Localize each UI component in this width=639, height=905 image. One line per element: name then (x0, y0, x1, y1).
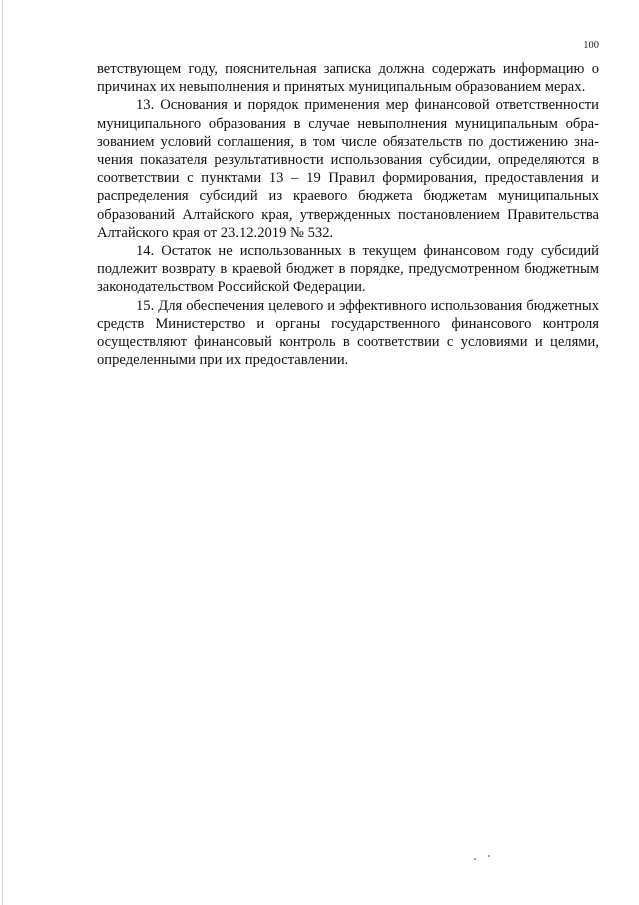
paragraph-item-14: 14. Остаток не использованных в текущем финансовом году субсидий подлежит возврату в краевой бюджет в порядке, предусмотренном бюджетным законодательством Российской Федерации. (97, 243, 599, 296)
paragraph-continuation: ветствующем году, пояснительная записка должна содержать информацию о причинах их невыполнения и принятых муниципальным образованием мерах. (97, 61, 599, 96)
scan-speck (488, 855, 490, 857)
paragraph-item-13: 13. Основания и порядок применения мер финансовой ответственности муниципального образования в случае невыполнения муниципальным образованием условий соглашения, в том числе обязательств по достижению значения показателя результативности использования субсидии, определяются в соответствии с пунктами 13 – 19 Правил формирования, предоставления и распределения субсидий из краевого бюджета бюджетам муниципальных образований Алтайского края, утвержденных постановлением Правительства Алтайского края от 23.12.2019 № 532. (97, 97, 599, 241)
page-edge-line (2, 0, 3, 905)
page-number: 100 (583, 40, 599, 51)
document-body (97, 60, 599, 369)
scan-speck (474, 858, 476, 860)
paragraph-item-15: 15. Для обеспечения целевого и эффективного использования бюджетных средств Министерство и органы государственного финансового контроля осуществляют финансовый контроль в соответствии с условиями и целями, определенными при их предоставлении. (97, 297, 599, 369)
